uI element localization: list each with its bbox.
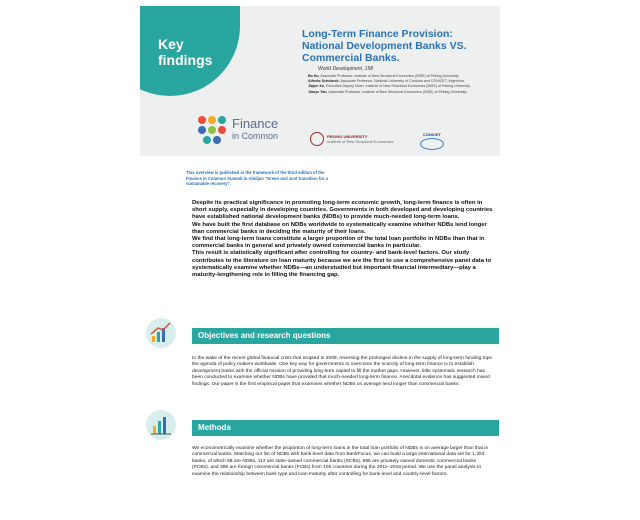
logo-sub: in Common <box>232 131 279 141</box>
section-heading-methods: Methods <box>192 420 499 436</box>
author-item: Jianye Yan, Associate Professor, Institute of New Structural Economics (INSE) at Peking University. <box>308 89 468 94</box>
authors-list <box>308 74 488 95</box>
journal-reference: World Development, 158 <box>318 66 374 72</box>
logo-dots-icon <box>198 116 226 144</box>
growth-chart-icon <box>146 318 176 348</box>
bar-chart-icon <box>146 410 176 440</box>
conicet-logo <box>420 132 444 150</box>
publication-note: This overview is published in the framework of the third edition of the Finance in Common Summit in Abidjan "Green and Just transition for a sustainable recovery". <box>186 170 328 187</box>
university-seal-icon <box>310 132 324 146</box>
logo-name: Finance <box>232 116 279 131</box>
summary-paragraph: Despite its practical significance in promoting long-term economic growth, long-term finance is often in short supply, especially in developing countries. Governments in both developed and developing countries have established national development banks (NDBs) to provide much-needed long-term loans. <box>192 200 493 221</box>
finance-in-common-logo <box>198 116 278 144</box>
methods-text: We econometrically examine whether the proportion of long-term loans in the total loan portfolio of NDBs is on average larger than that in commercial banks. Matching our list of NDBs with bank-level data from BankFocus, we can build a large international data set for 1,253 banks, of which 58 are NDBs, 112 are state-owned commercial banks (SCBs), 695 are privately owned domestic commercial banks (PCBs), and 388 are foreign commercial banks (FCBs) from 106 countries during the 2011–2018 period. We use the panel analysis to examine the relationship between bank type and loan maturity after controlling for bank-level and country-level factors. <box>192 446 489 477</box>
objectives-text: In the wake of the recent global financial crisis that erupted in 2008, reversing the prolonged decline in the supply of long-term funding tops the agenda of policy makers worldwide. One key way for governments to overcome the scarcity of long-term finance is to establish development banks with the official mission of providing long-term capital to fill the market gaps. However, little systematic research has been conducted to examine whether NDBs have provided that much-needed long-term finance. Anecdotal evidence has suggested mixed findings. Our paper is the first empirical paper that examines whether NDBs on average lend longer than commercial banks. <box>192 356 492 387</box>
inst2-name: CONICET <box>423 132 441 137</box>
conicet-wave-icon <box>420 138 444 150</box>
document-page <box>140 6 500 520</box>
summary-paragraph: We have built the first database on NDBs worldwide to systematically examine whether NDBs lend longer than commercial banks in deciding the maturity of their loans. <box>192 221 487 235</box>
author-item: Alfredo Schclarek, Associate Professor, National University of Córdoba and CONICET, Argentina. <box>308 79 465 84</box>
peking-university-logo <box>310 132 393 146</box>
key-findings-summary <box>192 200 494 279</box>
section-heading-objectives: Objectives and research questions <box>192 328 499 344</box>
document-title: Long-Term Finance Provision: National Development Banks VS. Commercial Banks. <box>302 28 467 64</box>
inst1-sub: Institute of New Structural Economics <box>327 139 394 144</box>
summary-paragraph: We find that long-term loans constitute a larger proportion of the total loan portfolio in NDBs than that in commercial banks in general and privately owned commercial banks in particular. <box>192 236 485 250</box>
header-banner <box>140 6 500 156</box>
author-item: Jiajun Xu, Executive Deputy Dean, Institute of New Structural Economics (INSE) at Peking University. <box>308 84 471 89</box>
summary-paragraph: This result is statistically significant after controlling for country- and bank-level factors. Our study contributes to the literature on loan maturity because we are the first to use a comprehensive panel data to systematically examine whether NDBs—an understudied but important financial intermediary—play a maturity-lengthening role in filling the financing gap. <box>192 250 492 279</box>
key-findings-label: Key findings <box>158 36 213 68</box>
inst1-name: PEKING UNIVERSITY <box>327 134 368 139</box>
author-item: Bo Hu, Associate Professor, Institute of New Structural Economics (INSE) at Peking University. <box>308 74 460 78</box>
